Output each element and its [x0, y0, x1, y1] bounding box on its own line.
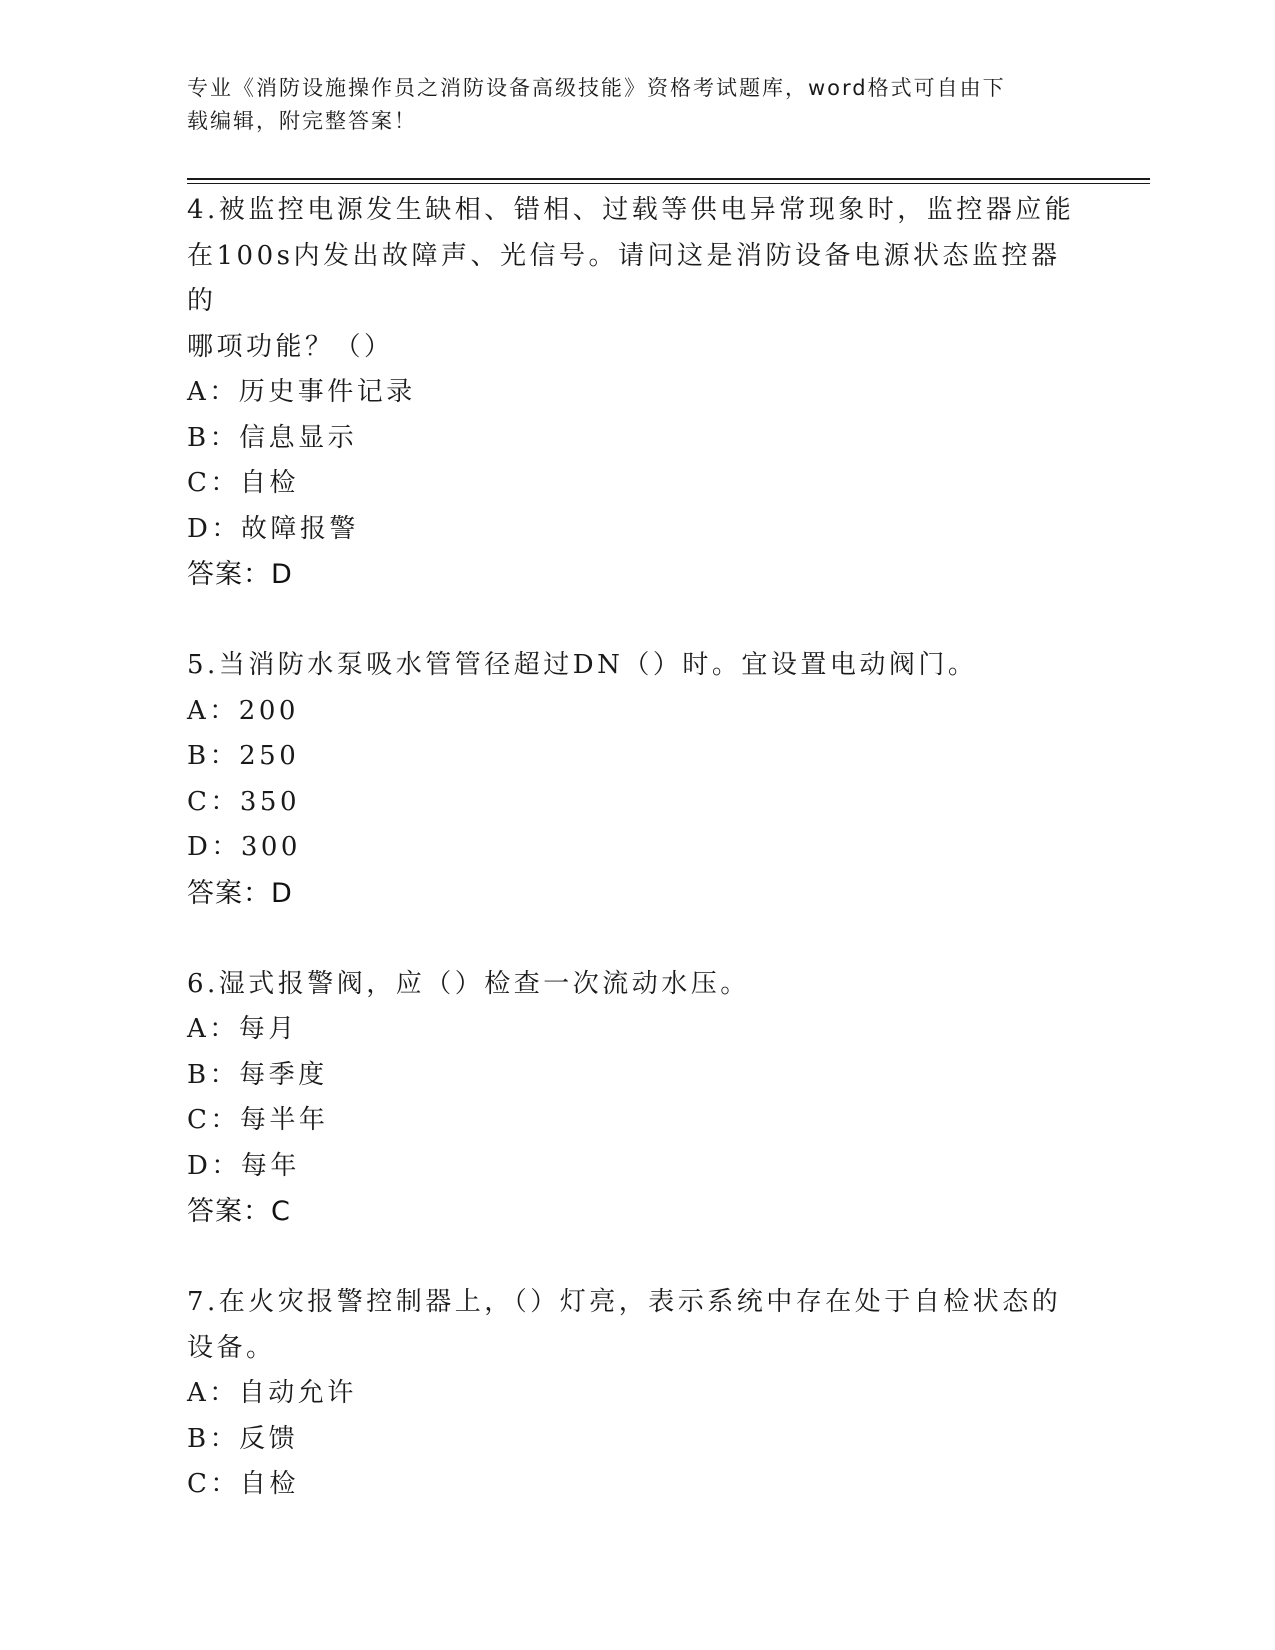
- answer-option: A：每月: [187, 1014, 298, 1044]
- answer-option: C：每半年: [187, 1105, 329, 1135]
- page-header: [187, 72, 1067, 138]
- question-block: [187, 962, 1087, 1281]
- question-stem-line: 4.被监控电源发生缺相、错相、过载等供电异常现象时，监控器应能: [187, 195, 1075, 225]
- question-block: [187, 1280, 1087, 1508]
- answer-key: 答案：D: [187, 877, 293, 909]
- question-stem-line: 7.在火灾报警控制器上，（）灯亮，表示系统中存在处于自检状态的: [187, 1287, 1062, 1317]
- answer-key: 答案：D: [187, 559, 293, 590]
- answer-option: C：350: [187, 786, 301, 817]
- question-spacer: [187, 916, 1087, 962]
- answer-option: A：历史事件记录: [187, 377, 416, 407]
- answer-option: B：每季度: [187, 1059, 328, 1090]
- question-list: [187, 188, 1087, 1508]
- question-stem-line: 哪项功能？（）: [187, 331, 394, 362]
- answer-option: C：自检: [187, 468, 299, 498]
- answer-option: B：反馈: [187, 1423, 299, 1454]
- answer-option: B：250: [187, 741, 300, 771]
- question-spacer: [187, 1235, 1087, 1281]
- question-stem-line: 设备。: [187, 1332, 276, 1363]
- answer-option: C：自检: [187, 1469, 299, 1499]
- header-divider: [187, 178, 1150, 184]
- answer-option: A：200: [187, 695, 299, 726]
- header-line-2: 载编辑，附完整答案！: [187, 109, 417, 133]
- header-line-1: 专业《消防设施操作员之消防设备高级技能》资格考试题库，word格式可自由下: [187, 76, 1006, 100]
- answer-option: D：每年: [187, 1150, 300, 1181]
- question-stem-line: 在100s内发出故障声、光信号。请问这是消防设备电源状态监控器的: [187, 240, 1061, 316]
- answer-option: A：自动允许: [187, 1378, 357, 1408]
- answer-option: B：信息显示: [187, 422, 358, 453]
- question-stem-line: 5.当消防水泵吸水管管径超过DN（）时。宜设置电动阀门。: [187, 650, 978, 680]
- question-spacer: [187, 598, 1087, 644]
- answer-option: D：300: [187, 832, 301, 862]
- question-stem-line: 6.湿式报警阀，应（）检查一次流动水压。: [187, 968, 750, 999]
- question-block: [187, 643, 1087, 962]
- answer-key: 答案：C: [187, 1196, 291, 1227]
- question-block: [187, 188, 1087, 643]
- answer-option: D：故障报警: [187, 513, 359, 544]
